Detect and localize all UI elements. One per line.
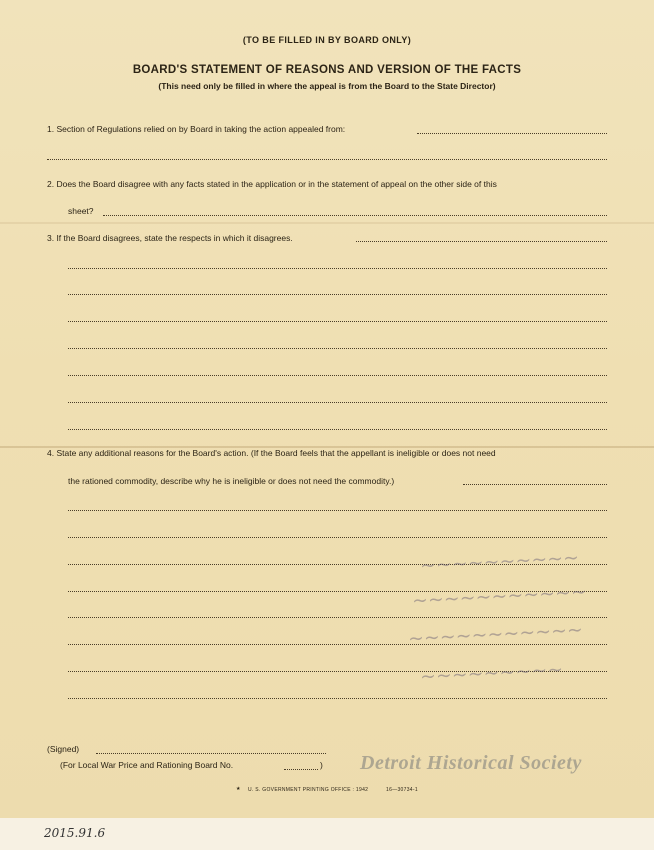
question-4-answer-line[interactable] bbox=[68, 537, 607, 538]
question-3-label: 3. If the Board disagrees, state the respects in which it disagrees. bbox=[47, 233, 293, 243]
question-1-answer-line[interactable] bbox=[47, 159, 607, 160]
page-title: BOARD'S STATEMENT OF REASONS AND VERSION OF THE FACTS bbox=[132, 64, 522, 76]
question-4-answer-line[interactable] bbox=[68, 617, 607, 618]
bleed-through-handwriting: ~~~~~~~~~ bbox=[419, 658, 564, 688]
question-3-answer-line[interactable] bbox=[68, 402, 607, 403]
question-4-answer-line[interactable] bbox=[68, 698, 607, 699]
question-2-label-cont: sheet? bbox=[68, 206, 94, 216]
question-4-answer-line[interactable] bbox=[68, 510, 607, 511]
star-icon: ★ bbox=[236, 786, 241, 792]
fold-crease bbox=[0, 222, 654, 224]
question-1-answer-line[interactable] bbox=[417, 133, 607, 134]
bleed-through-handwriting: ~~~~~~~~~~~ bbox=[407, 618, 584, 650]
question-3-answer-line[interactable] bbox=[68, 294, 607, 295]
question-4-label: 4. State any additional reasons for the Board's action. (If the Board feels that the appellant is ineligible or does not need bbox=[47, 448, 496, 458]
signed-label: (Signed) bbox=[47, 744, 80, 754]
board-only-note: (TO BE FILLED IN BY BOARD ONLY) bbox=[242, 35, 412, 45]
board-number-close: ) bbox=[320, 760, 323, 770]
printing-office-note: U. S. GOVERNMENT PRINTING OFFICE : 1942 bbox=[248, 787, 369, 793]
question-3-answer-line[interactable] bbox=[68, 375, 607, 376]
question-1-label: 1. Section of Regulations relied on by Board in taking the action appealed from: bbox=[47, 124, 346, 134]
board-number-field[interactable] bbox=[284, 769, 318, 770]
question-4-answer-line[interactable] bbox=[463, 484, 607, 485]
page-subtitle: (This need only be filled in where the appeal is from the Board to the State Director) bbox=[158, 81, 496, 91]
question-2-label: 2. Does the Board disagree with any facts stated in the application or in the statement of appeal on the other side of this bbox=[47, 179, 497, 189]
bleed-through-handwriting: ~~~~~~~~~~ bbox=[419, 546, 580, 577]
catalog-number: 2015.91.6 bbox=[44, 826, 106, 840]
question-3-answer-line[interactable] bbox=[68, 429, 607, 430]
question-2-answer-line[interactable] bbox=[103, 215, 607, 216]
question-4-label-cont: the rationed commodity, describe why he is ineligible or does not need the commodity.) bbox=[68, 476, 395, 486]
question-3-answer-line[interactable] bbox=[356, 241, 607, 242]
form-number: 16—30734-1 bbox=[386, 787, 418, 793]
signature-line[interactable] bbox=[96, 753, 326, 754]
question-4-answer-line[interactable] bbox=[68, 644, 607, 645]
question-3-answer-line[interactable] bbox=[68, 348, 607, 349]
board-number-label: (For Local War Price and Rationing Board No. bbox=[60, 760, 234, 770]
bleed-through-handwriting: ~~~~~~~~~~~ bbox=[411, 580, 588, 612]
question-3-answer-line[interactable] bbox=[68, 321, 607, 322]
question-3-answer-line[interactable] bbox=[68, 268, 607, 269]
watermark: Detroit Historical Society bbox=[360, 752, 582, 774]
